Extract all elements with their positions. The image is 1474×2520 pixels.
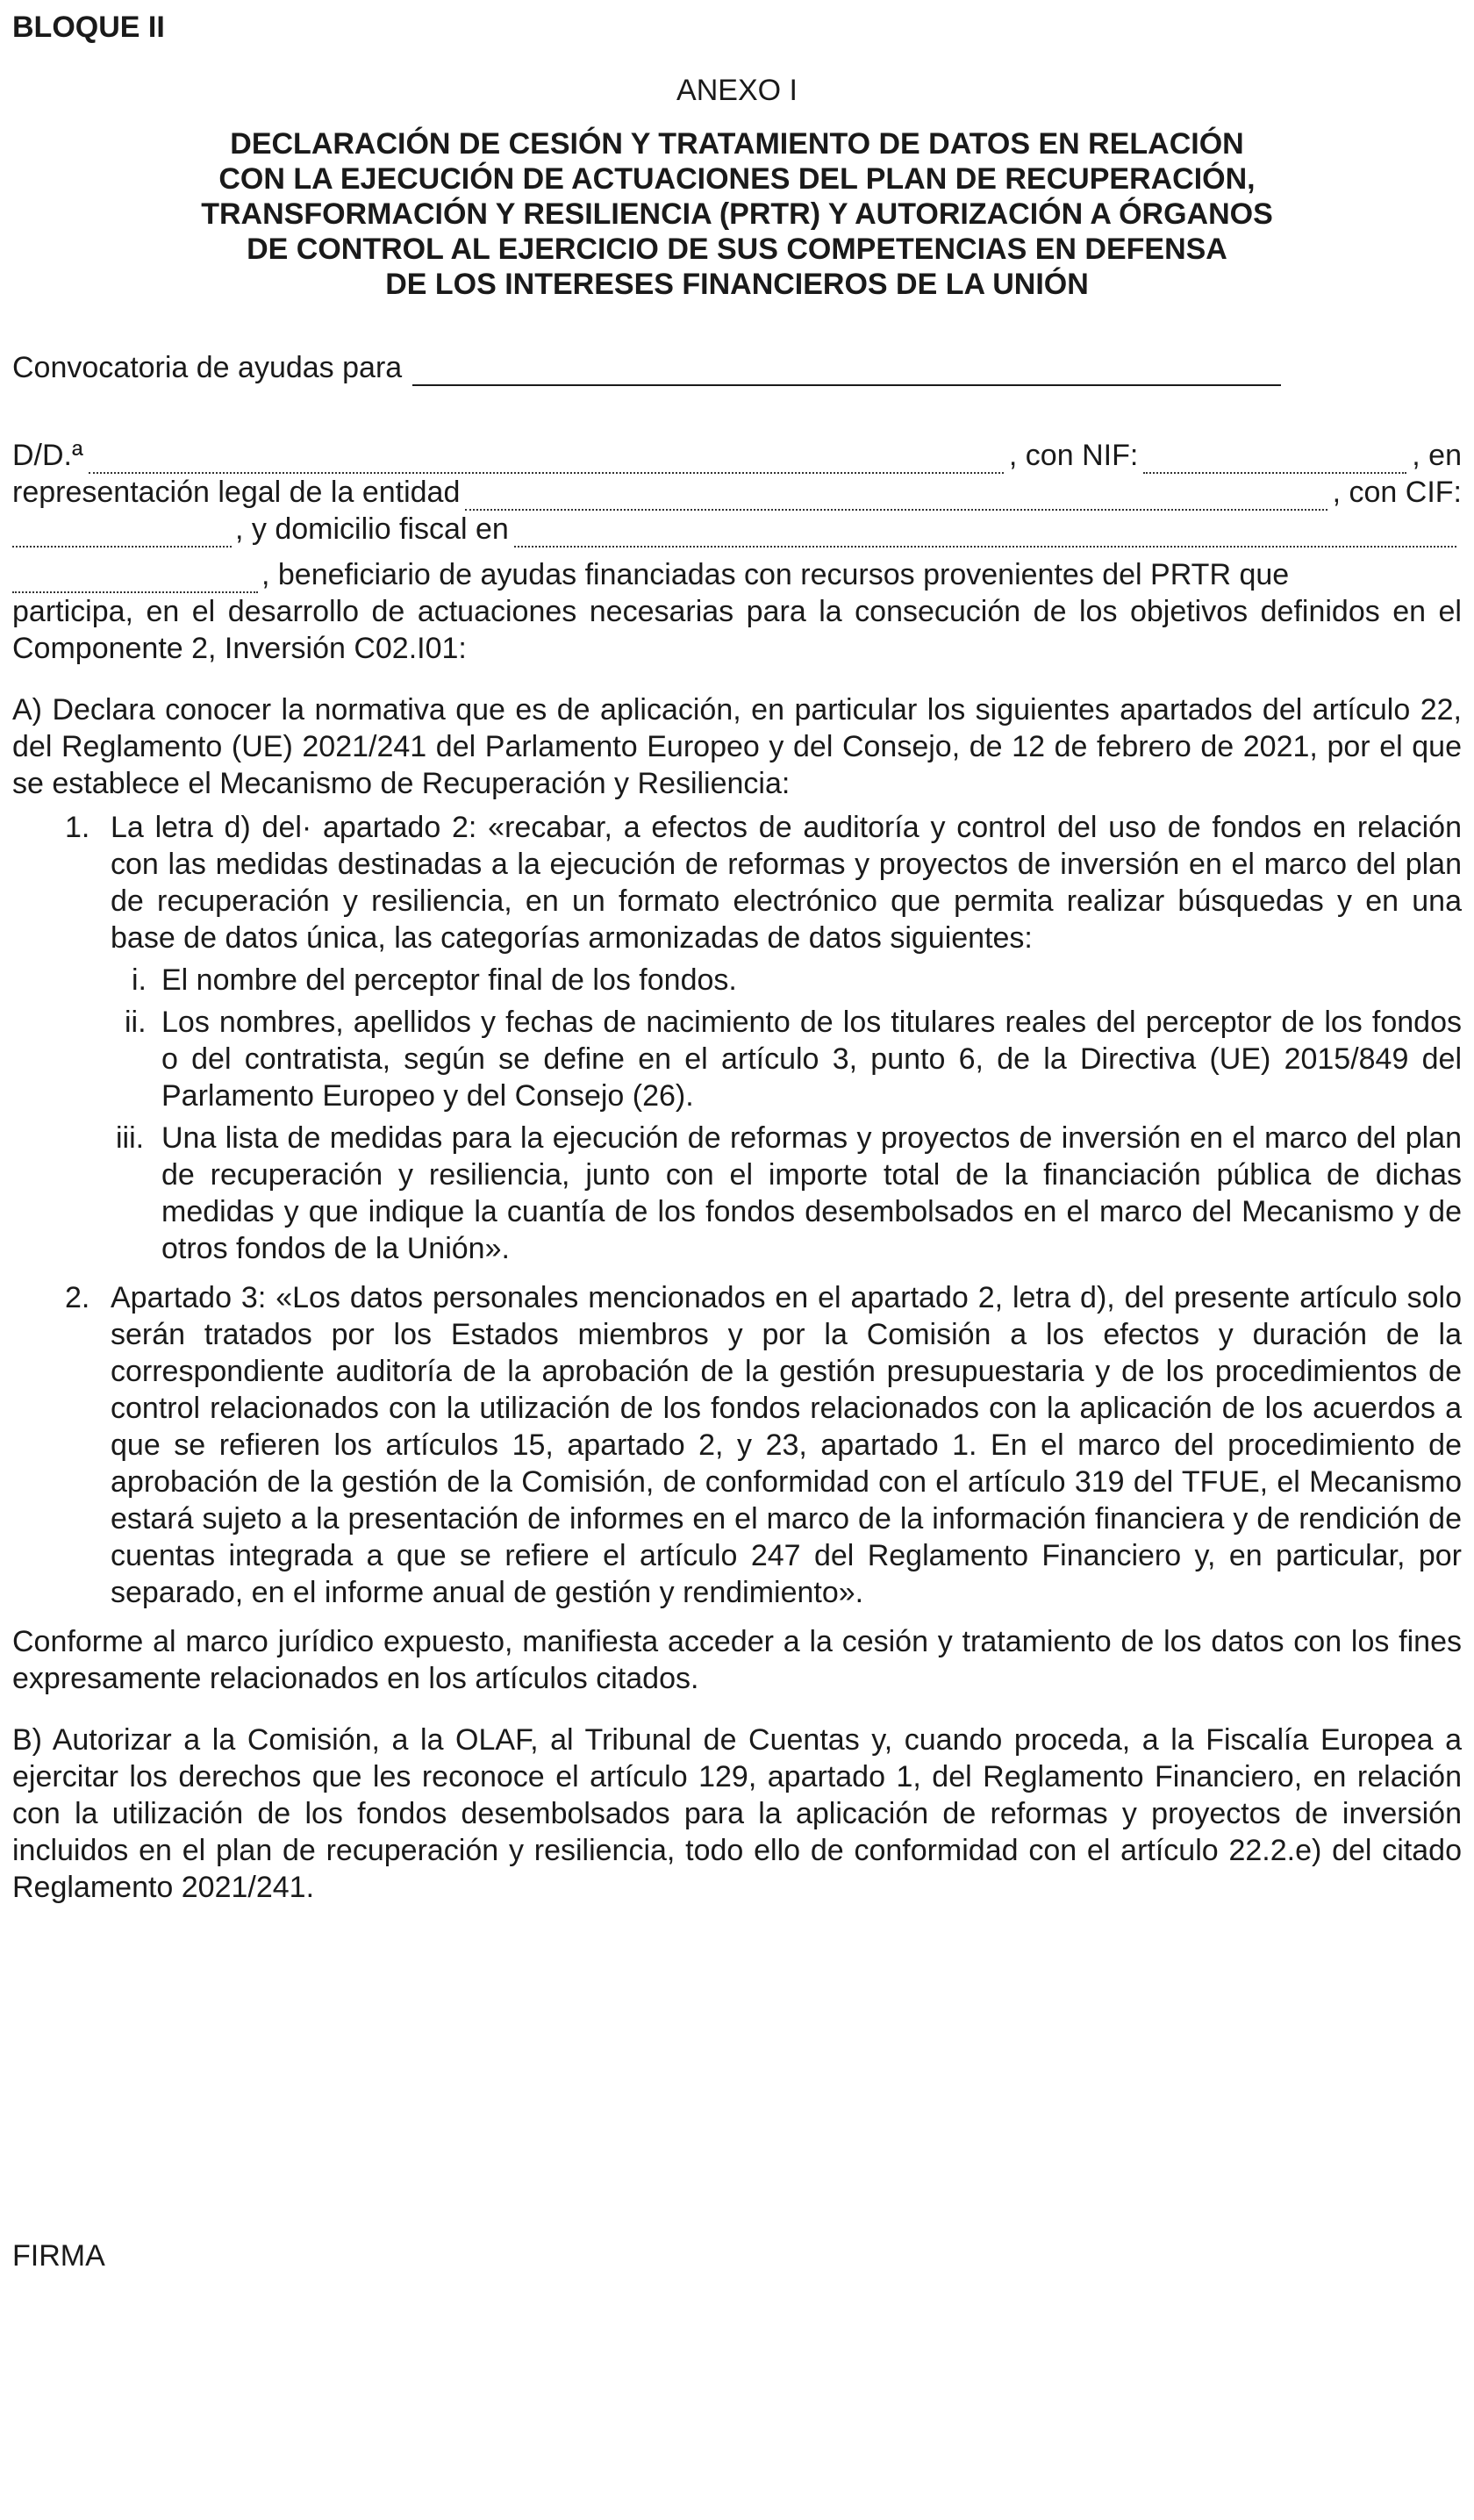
identification-block: [12, 437, 1462, 667]
list-item-number: 2.: [65, 1281, 90, 1314]
section-b: [12, 1722, 1462, 1906]
domicilio-blank[interactable]: [514, 519, 1456, 548]
cif-blank[interactable]: [12, 519, 232, 548]
nif-label: , con NIF:: [1008, 439, 1139, 472]
bloque-heading: BLOQUE II: [12, 11, 165, 44]
list-item: [12, 809, 1462, 1267]
domicilio-blank-continued[interactable]: [12, 565, 258, 593]
entidad-blank[interactable]: [465, 483, 1327, 511]
sub-item-number: iii.: [116, 1121, 145, 1155]
signature-label: FIRMA: [12, 2239, 105, 2273]
list-item-number: 1.: [65, 811, 90, 844]
beneficiario-text: , beneficiario de ayudas financiadas con recursos provenientes del PRTR que: [261, 558, 1290, 591]
title-line: TRANSFORMACIÓN Y RESILIENCIA (PRTR) Y AUTORIZACIÓN A ÓRGANOS: [201, 197, 1273, 231]
identification-line-4: [12, 556, 1462, 593]
title-line: DECLARACIÓN DE CESIÓN Y TRATAMIENTO DE DATOS EN RELACIÓN: [230, 127, 1244, 161]
identification-line-1: [12, 437, 1462, 474]
nombre-blank[interactable]: [89, 446, 1004, 474]
sub-list-item: [12, 962, 1462, 999]
sub-item-text: El nombre del perceptor final de los fondos.: [161, 963, 737, 997]
identification-line-2: [12, 474, 1462, 511]
title-line: DE LOS INTERESES FINANCIEROS DE LA UNIÓN: [385, 268, 1089, 301]
convocatoria-label: Convocatoria de ayudas para: [12, 351, 403, 384]
list-item: [12, 1279, 1462, 1611]
sub-item-text: Una lista de medidas para la ejecución de reformas y proyectos de inversión en el marco del plan de recuperación y resiliencia, junto con el importe total de la financiación pública de dichas medidas y que indique la cuantía de los fondos desembolsados en el marco del Mecanismo y de otros fondos de la Unión».: [161, 1121, 1462, 1265]
title-line: CON LA EJECUCIÓN DE ACTUACIONES DEL PLAN DE RECUPERACIÓN,: [218, 162, 1256, 196]
convocatoria-blank-line[interactable]: [412, 358, 1281, 386]
title-line: DE CONTROL AL EJERCICIO DE SUS COMPETENCIAS EN DEFENSA: [247, 233, 1227, 266]
sub-list-item: [12, 1120, 1462, 1267]
sub-item-number: ii.: [125, 1006, 147, 1039]
nif-blank[interactable]: [1143, 446, 1406, 474]
section-a: [12, 691, 1462, 1697]
document-page: [12, 9, 1462, 1906]
anexo-heading: ANEXO I: [676, 74, 798, 107]
document-title: [12, 126, 1462, 302]
section-a-list: [12, 809, 1462, 1611]
convocatoria-row: [12, 347, 1462, 386]
domicilio-label: , y domicilio fiscal en: [235, 512, 509, 546]
identification-line-3: [12, 511, 1462, 548]
list-item-text: La letra d) del· apartado 2: «recabar, a efectos de auditoría y control del uso de fondos en relación con las medidas destinadas a la ejecución de reformas y proyectos de inversión en el marco del plan de recuperación y resiliencia, en un formato electrónico que permita realizar búsquedas y en una base de datos única, las categorías armonizadas de datos siguientes:: [111, 811, 1462, 955]
sub-item-text: Los nombres, apellidos y fechas de nacimiento de los titulares reales del perceptor de los fondos o del contratista, según se define en el artículo 3, punto 6, de la Directiva (UE) 2015/849 del Parlamento Europeo y del Consejo (26).: [161, 1006, 1462, 1113]
conforme-paragraph: Conforme al marco jurídico expuesto, manifiesta acceder a la cesión y tratamiento de los datos con los fines expresamente relacionados en los artículos citados.: [12, 1625, 1462, 1695]
section-a-intro: A) Declara conocer la normativa que es de aplicación, en particular los siguientes apartados del artículo 22, del Reglamento (UE) 2021/241 del Parlamento Europeo y del Consejo, de 12 de febrero de 2021, por el que se establece el Mecanismo de Recuperación y Resiliencia:: [12, 693, 1462, 800]
identification-continuation: participa, en el desarrollo de actuaciones necesarias para la consecución de los objetivos definidos en el Componente 2, Inversión C02.I01:: [12, 595, 1462, 665]
list-item-text: Apartado 3: «Los datos personales mencionados en el apartado 2, letra d), del presente artículo solo serán tratados por los Estados miembros y por la Comisión a los efectos y duración de la correspondiente auditoría de la aprobación de la gestión presupuestaria y de los procedimientos de control relacionados con la utilización de los fondos relacionados con la aplicación de los acuerdos a que se refieren los artículos 15, apartado 2, y 23, apartado 1. En el marco del procedimiento de aprobación de la gestión de la Comisión, de conformidad con el artículo 319 del TFUE, el Mecanismo estará sujeto a la presentación de informes en el marco de la información financiera y de rendición de cuentas integrada a que se refiere el artículo 247 del Reglamento Financiero y, en particular, por separado, en el informe anual de gestión y rendimiento».: [111, 1281, 1462, 1609]
sub-item-number: i.: [132, 963, 147, 997]
entidad-label: representación legal de la entidad: [12, 476, 461, 509]
section-b-text: B) Autorizar a la Comisión, a la OLAF, al Tribunal de Cuentas y, cuando proceda, a la Fiscalía Europea a ejercitar los derechos que les reconoce el artículo 129, apartado 1, del Reglamento Financiero, en relación con la utilización de los fondos desembolsados para la aplicación de reformas y proyectos de inversión incluidos en el plan de recuperación y resiliencia, todo ello de conformidad con el artículo 22.2.e) del citado Reglamento 2021/241.: [12, 1723, 1462, 1904]
sub-list-item: [12, 1004, 1462, 1114]
nombre-label: D/D.ª: [12, 439, 83, 472]
cif-label: , con CIF:: [1332, 476, 1462, 509]
en-label: , en: [1412, 439, 1462, 472]
sub-list: [111, 962, 1462, 1267]
